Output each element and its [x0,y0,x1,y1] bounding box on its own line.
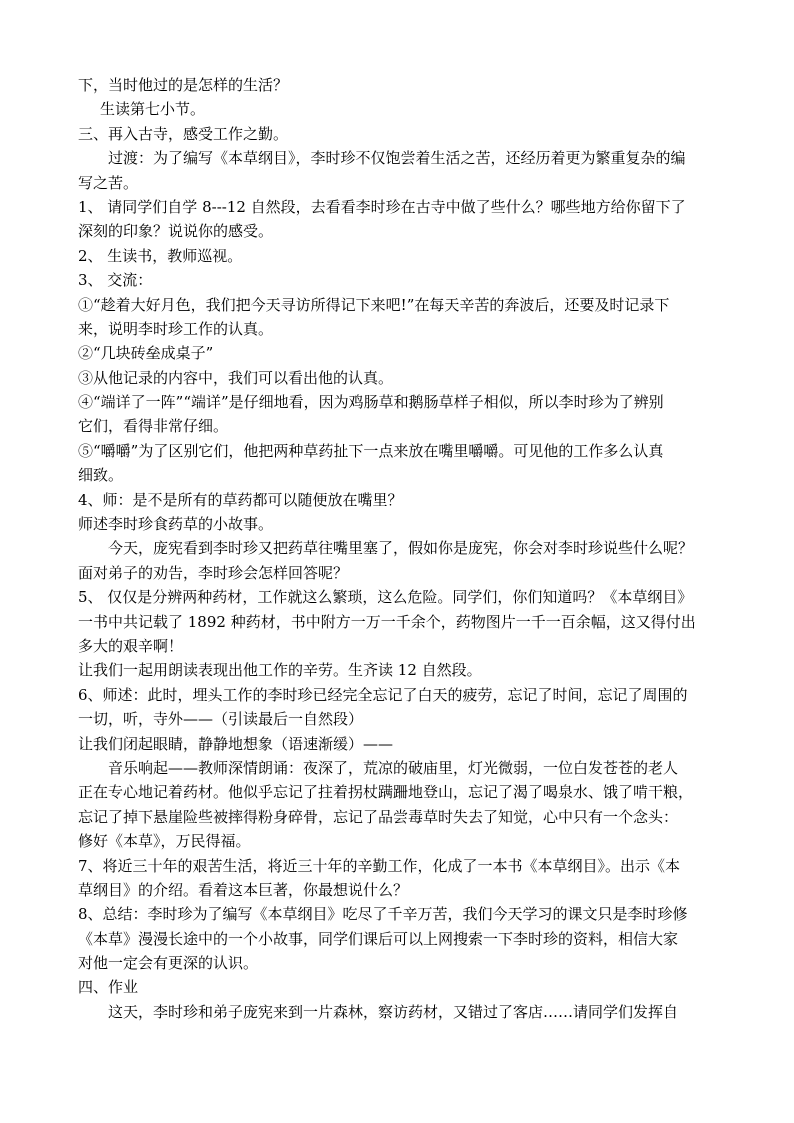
text-line: 这天，李时珍和弟子庞宪来到一片森林，察访药材，又错过了客店……请同学们发挥自 [108,1002,679,1021]
text-line: 四、作业 [78,978,139,997]
text-line: 草纲目》的介绍。看着这本巨著，你最想说什么？ [78,880,409,899]
text-line: 面对弟子的劝告，李时珍会怎样回答呢？ [78,563,349,582]
text-line: 生读第七小节。 [100,100,206,119]
text-line: 3、 交流： [78,271,153,290]
text-line: ⑤“嚼嚼”为了区别它们，他把两种草药扯下一点来放在嘴里嚼嚼。可见他的工作多么认真 [78,441,664,460]
text-line: 今天，庞宪看到李时珍又把药草往嘴里塞了，假如你是庞宪，你会对李时珍说些什么呢？ [108,539,694,558]
text-line: 《本草》漫漫长途中的一个小故事，同学们课后可以上网搜索一下李时珍的资料，相信大家 [78,929,679,948]
document-body [78,73,724,1024]
text-line: 正在专心地记着药材。他似乎忘记了拄着拐杖蹒跚地登山，忘记了渴了喝泉水、饿了啃干粮， [78,783,694,802]
text-line: 多大的艰辛啊！ [78,636,184,655]
text-line: 过渡：为了编写《本草纲目》，李时珍不仅饱尝着生活之苦，还经历着更为繁重复杂的编 [108,149,686,168]
text-line: 让我们一起用朗读表现出他工作的辛劳。生齐读 12 自然段。 [78,661,482,680]
text-line: 下，当时他过的是怎样的生活？ [78,76,289,94]
text-line: 师述李时珍食药草的小故事。 [78,515,274,534]
text-line: 对他一定会有更深的认识。 [78,954,259,973]
text-line: ④“端详了一阵”“端详”是仔细地看，因为鸡肠草和鹅肠草样子相似，所以李时珍为了辨别 [78,393,664,412]
text-line: 1、 请同学们自学 8---12 自然段，去看看李时珍在古寺中做了些什么？哪些地方给你留下了 [78,197,686,216]
text-line: 写之苦。 [78,173,139,192]
text-line: 一书中共记载了 1892 种药材，书中附方一万一千余个，药物图片一千一百余幅，这又得付出 [78,612,696,631]
text-line: ③从他记录的内容中，我们可以看出他的认真。 [78,368,394,387]
text-line: 修好《本草》，万民得福。 [78,832,251,851]
text-line: ②“几块砖垒成桌子” [78,344,214,363]
text-line: 2、 生读书，教师巡视。 [78,246,243,265]
text-line: 一切，听，寺外——（引读最后一自然段） [78,710,364,729]
text-line: 深刻的印象？说说你的感受。 [78,222,274,241]
text-line: 音乐响起——教师深情朗诵：夜深了，荒凉的破庙里，灯光微弱，一位白发苍苍的老人 [108,758,679,777]
text-line: 5、 仅仅是分辨两种药材，工作就这么繁琐，这么危险。同学们，你们知道吗？《本草纲目》 [78,588,693,607]
text-line: 7、将近三十年的艰苦生活，将近三十年的辛勤工作，化成了一本书《本草纲目》。出示《本 [78,856,681,875]
text-line: 4、师：是不是所有的草药都可以随便放在嘴里？ [78,490,403,509]
text-line: 它们，看得非常仔细。 [78,417,229,436]
text-line: 来，说明李时珍工作的认真。 [78,319,274,338]
text-line: 让我们闭起眼睛，静静地想象（语速渐缓）—— [78,734,394,753]
text-line: 细致。 [78,466,124,485]
text-line: 三、再入古寺，感受工作之勤。 [78,124,289,143]
text-line: ①“趁着大好月色，我们把今天寻访所得记下来吧!”在每天辛苦的奔波后，还要及时记录下 [78,295,670,314]
text-line: 8、总结：李时珍为了编写《本草纲目》吃尽了千辛万苦，我们今天学习的课文只是李时珍修 [78,905,688,924]
text-line: 6、师述：此时，埋头工作的李时珍已经完全忘记了白天的疲劳，忘记了时间，忘记了周围的 [78,685,688,704]
text-line: 忘记了掉下悬崖险些被摔得粉身碎骨，忘记了品尝毒草时失去了知觉，心中只有一个念头： [78,807,679,826]
